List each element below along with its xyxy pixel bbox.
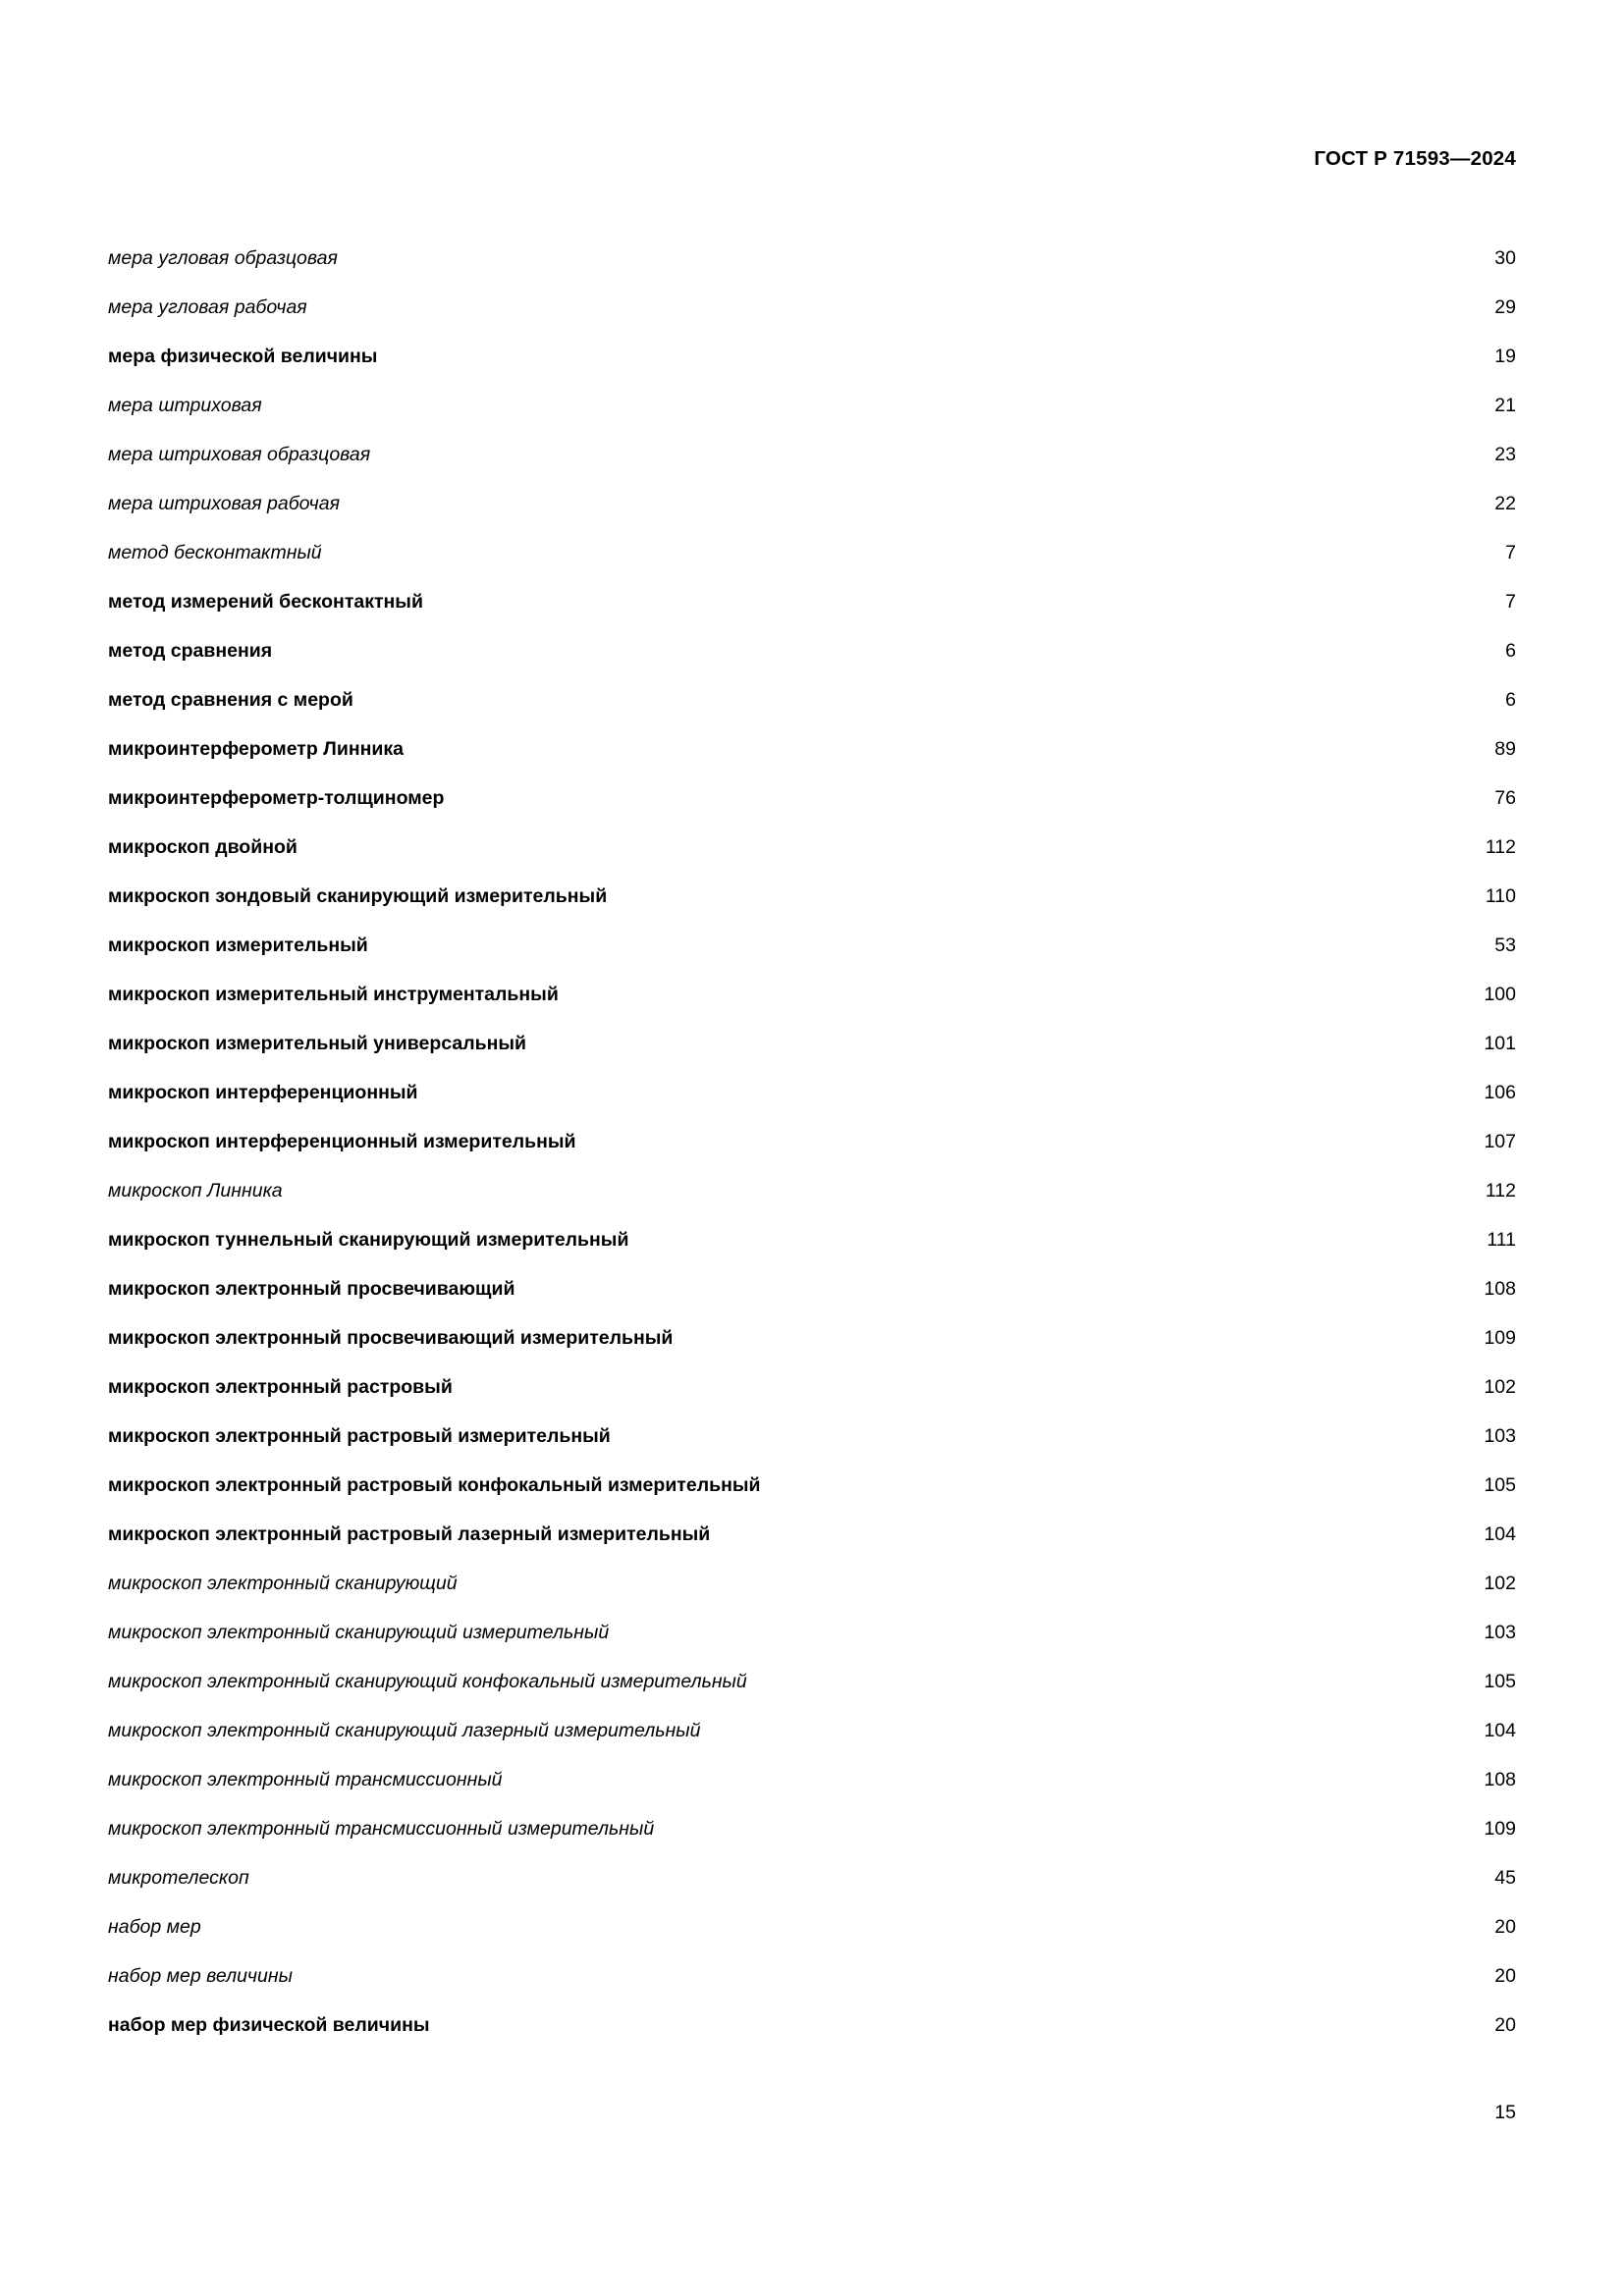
index-entry: [108, 234, 1516, 283]
index-entry: [108, 1853, 1516, 1902]
index-entry: [108, 1215, 1516, 1264]
index-entry-term: метод сравнения: [108, 640, 273, 662]
index-entry-term: микроскоп электронный трансмиссионный измерительный: [108, 1818, 655, 1840]
index-entry-page-number: 19: [1494, 346, 1516, 367]
index-entry-page-number: 89: [1494, 738, 1516, 760]
index-entry-term: метод измерений бесконтактный: [108, 591, 423, 613]
index-entry-term: микроскоп электронный растровый: [108, 1376, 453, 1398]
index-entry: [108, 1608, 1516, 1657]
index-entry-page-number: 7: [1505, 591, 1516, 613]
index-entry-page-number: 112: [1485, 1180, 1516, 1201]
index-entry-page-number: 6: [1505, 689, 1516, 711]
index-entry-term: набор мер: [108, 1916, 201, 1938]
index-entry: [108, 1362, 1516, 1412]
index-entry: [108, 2001, 1516, 2050]
index-entry-page-number: 106: [1484, 1082, 1516, 1103]
index-entry: [108, 1166, 1516, 1215]
index-entry: [108, 823, 1516, 872]
index-entry-term: микроскоп измерительный универсальный: [108, 1033, 526, 1054]
index-entry: [108, 1755, 1516, 1804]
index-entry: [108, 479, 1516, 528]
index-entry-term: микроскоп электронный сканирующий: [108, 1573, 458, 1594]
index-entry-term: мера штриховая: [108, 395, 262, 416]
index-entry: [108, 528, 1516, 577]
index-entry-term: микроскоп электронный просвечивающий измерительный: [108, 1327, 674, 1349]
index-entry: [108, 1559, 1516, 1608]
index-entry-page-number: 21: [1494, 395, 1516, 416]
index-entry-term: микроскоп Линника: [108, 1180, 283, 1201]
index-entry: [108, 675, 1516, 724]
index-entry-page-number: 111: [1487, 1229, 1516, 1251]
index-entry-page-number: 104: [1484, 1523, 1516, 1545]
index-entry: [108, 1706, 1516, 1755]
index-entry-term: микроскоп туннельный сканирующий измерительный: [108, 1229, 629, 1251]
index-entry-page-number: 7: [1505, 542, 1516, 563]
index-entry-page-number: 103: [1484, 1622, 1516, 1643]
index-entry-page-number: 20: [1494, 1916, 1516, 1938]
index-entry-page-number: 104: [1484, 1720, 1516, 1741]
index-entry-page-number: 30: [1494, 247, 1516, 269]
index-entry-term: микроскоп зондовый сканирующий измерительный: [108, 885, 608, 907]
index-entry: [108, 1412, 1516, 1461]
document-header-standard-number: ГОСТ Р 71593—2024: [1314, 147, 1516, 170]
index-entry-term: метод бесконтактный: [108, 542, 322, 563]
index-entry-page-number: 112: [1485, 836, 1516, 858]
index-entry-term: мера штриховая рабочая: [108, 493, 341, 514]
index-entry-page-number: 102: [1484, 1376, 1516, 1398]
index-entry: [108, 970, 1516, 1019]
index-entry-term: микроскоп электронный растровый лазерный измерительный: [108, 1523, 711, 1545]
index-entry-term: набор мер физической величины: [108, 2014, 430, 2036]
index-entry-page-number: 53: [1494, 934, 1516, 956]
index-entry-term: микроскоп измерительный: [108, 934, 368, 956]
alphabetical-index-list: [108, 234, 1516, 2050]
index-entry-term: микроскоп электронный сканирующий конфокальный измерительный: [108, 1671, 747, 1692]
index-entry: [108, 1804, 1516, 1853]
index-entry-page-number: 20: [1494, 2014, 1516, 2036]
index-entry: [108, 1510, 1516, 1559]
index-entry: [108, 1657, 1516, 1706]
index-entry: [108, 1951, 1516, 2001]
index-entry-term: микроскоп интерференционный измерительный: [108, 1131, 576, 1152]
index-entry-page-number: 45: [1494, 1867, 1516, 1889]
index-entry-page-number: 23: [1494, 444, 1516, 465]
index-entry-page-number: 108: [1484, 1278, 1516, 1300]
index-entry: [108, 1019, 1516, 1068]
index-entry-term: микроинтерферометр Линника: [108, 738, 404, 760]
index-entry: [108, 332, 1516, 381]
index-entry-term: микроскоп измерительный инструментальный: [108, 984, 559, 1005]
index-entry-term: микроскоп электронный трансмиссионный: [108, 1769, 503, 1790]
index-entry-term: микроинтерферометр-толщиномер: [108, 787, 445, 809]
index-entry-page-number: 76: [1494, 787, 1516, 809]
index-entry-page-number: 6: [1505, 640, 1516, 662]
index-entry-page-number: 29: [1494, 296, 1516, 318]
index-entry-term: мера угловая рабочая: [108, 296, 307, 318]
index-entry-term: метод сравнения с мерой: [108, 689, 353, 711]
index-entry-page-number: 107: [1484, 1131, 1516, 1152]
index-entry-page-number: 100: [1484, 984, 1516, 1005]
index-entry-term: микроскоп электронный растровый измерительный: [108, 1425, 611, 1447]
index-entry-page-number: 22: [1494, 493, 1516, 514]
index-entry: [108, 1461, 1516, 1510]
index-entry: [108, 577, 1516, 626]
index-entry-page-number: 102: [1484, 1573, 1516, 1594]
index-entry-term: микроскоп электронный сканирующий измерительный: [108, 1622, 610, 1643]
index-entry-term: набор мер величины: [108, 1965, 293, 1987]
index-entry-page-number: 109: [1484, 1327, 1516, 1349]
index-entry-term: мера физической величины: [108, 346, 378, 367]
index-entry-page-number: 20: [1494, 1965, 1516, 1987]
index-entry-term: микроскоп интерференционный: [108, 1082, 418, 1103]
index-entry-page-number: 105: [1484, 1671, 1516, 1692]
index-entry: [108, 1902, 1516, 1951]
index-entry-term: микроскоп электронный просвечивающий: [108, 1278, 515, 1300]
index-entry: [108, 724, 1516, 774]
index-entry-term: микротелескоп: [108, 1867, 249, 1889]
index-entry-term: микроскоп электронный растровый конфокальный измерительный: [108, 1474, 761, 1496]
index-entry-page-number: 109: [1484, 1818, 1516, 1840]
index-entry: [108, 1117, 1516, 1166]
index-entry-term: мера штриховая образцовая: [108, 444, 371, 465]
index-entry: [108, 921, 1516, 970]
index-entry-page-number: 110: [1485, 885, 1516, 907]
index-entry: [108, 1068, 1516, 1117]
index-entry: [108, 283, 1516, 332]
index-entry: [108, 872, 1516, 921]
index-entry: [108, 774, 1516, 823]
index-entry: [108, 626, 1516, 675]
index-entry: [108, 1313, 1516, 1362]
index-entry-page-number: 105: [1484, 1474, 1516, 1496]
index-entry-page-number: 101: [1484, 1033, 1516, 1054]
index-entry-term: мера угловая образцовая: [108, 247, 338, 269]
index-entry-term: микроскоп двойной: [108, 836, 298, 858]
index-entry-page-number: 103: [1484, 1425, 1516, 1447]
index-entry-page-number: 108: [1484, 1769, 1516, 1790]
index-entry: [108, 381, 1516, 430]
index-entry: [108, 1264, 1516, 1313]
footer-page-number: 15: [1494, 2102, 1516, 2123]
index-entry: [108, 430, 1516, 479]
index-entry-term: микроскоп электронный сканирующий лазерный измерительный: [108, 1720, 701, 1741]
